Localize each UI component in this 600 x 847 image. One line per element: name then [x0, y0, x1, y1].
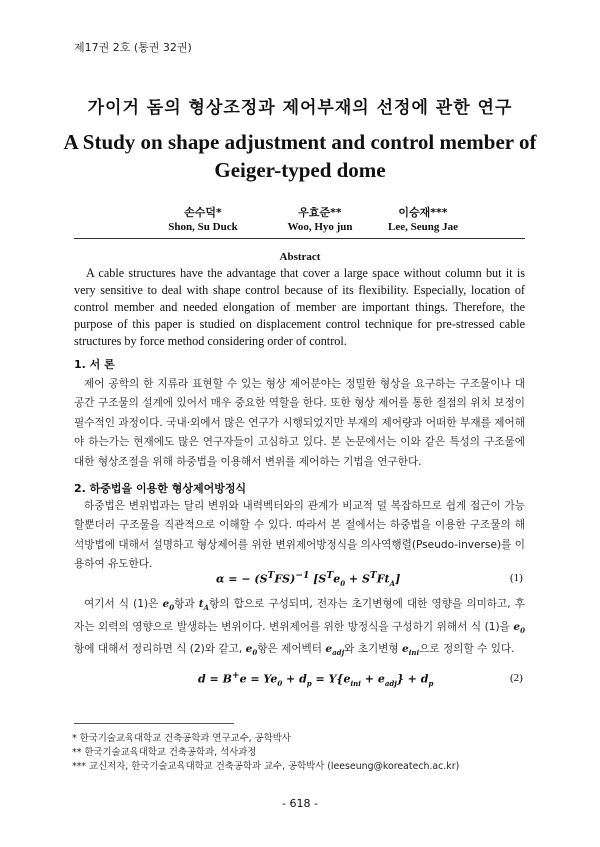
- symbol-e0: $e_0$: [513, 620, 525, 635]
- author-1: [138, 205, 268, 235]
- symbol-e0: $e_0$: [245, 643, 258, 658]
- author-1-korean-name: 손수덕*: [184, 206, 222, 219]
- symbol-eadj: $e_{adj}$: [325, 643, 345, 658]
- equation-2: $d = B^+e = Ye_0 + d_p = Y\{e_{ini} + e_{adj}\} + d_p$: [198, 670, 434, 688]
- english-title-line-1: A Study on shape adjustment and control member of: [63, 130, 537, 154]
- author-3: [358, 205, 488, 235]
- symbol-e0: $e_0$: [162, 598, 175, 613]
- author-3-korean-name: 이승재***: [398, 206, 448, 219]
- english-title: [0, 128, 600, 184]
- equation-2-number: (2): [510, 672, 523, 684]
- journal-volume-header: 제17권 2호 (통권 32권): [74, 41, 192, 54]
- english-title-line-2: Geiger-typed dome: [214, 158, 386, 182]
- text2-part-d: 항에 대해서 정리하면 식 (2)와 같고,: [74, 643, 246, 656]
- text2-part-e: 항은 제어벡터: [257, 643, 326, 656]
- equation-1-number: (1): [510, 572, 523, 584]
- footnote-3: *** 교신저자, 한국기술교육대학교 건축공학과 교수, 공학박사 (leeseung@koreatech.ac.kr): [72, 761, 460, 772]
- equation-1: α = − $(S^TFS)^{-1}$ $[S^Te_0 + S^TFt_A]$: [216, 570, 401, 588]
- footnote-2: ** 한국기술교육대학교 건축공학과, 석사과정: [72, 747, 257, 758]
- footnote-divider: [74, 723, 234, 724]
- author-2-korean-name: 우효준**: [298, 206, 342, 219]
- text2-part-g: 으로 정의할 수 있다.: [419, 643, 515, 656]
- author-3-english-name: Lee, Seung Jae: [388, 221, 458, 233]
- symbol-tA: $t_A$: [198, 598, 210, 613]
- section-2-text-1: 하중법은 변위법과는 달리 변위와 내력벡터와의 관계가 비교적 덜 복잡하므로 쉽게 접근이 가능할뿐더러 구조물을 직관적으로 이해할 수 있다. 따라서 본 절에서는 하중법을 이용한 구조물의 해석방법에 대해서 설명하고 형상제어를 위한 변위제어방정식을 의사역행렬(Pseudo-inverse)를 이용하여 유도한다.: [74, 500, 525, 571]
- section-1-text: 제어 공학의 한 지류라 표현할 수 있는 형상 제어분야는 정밀한 형상을 요구하는 구조물이나 대공간 구조물의 설계에 있어서 매우 중요한 역할을 한다. 또한 형상 제어를 통한 절점의 위치 보정이 필수적인 과정이다. 국내·외에서 많은 연구가 시행되었지만 부재의 제어량과 어떠한 부재를 제어해야 하는가는 현재에도 많은 연구자들이 고심하고 있다. 본 논문에서는 이와 같은 특성의 구조물에 대한 형상조절을 위해 하중법을 이용해서 변위를 제어하는 기법을 연구한다.: [74, 378, 525, 468]
- text2-part-f: 와 초기변형: [344, 643, 403, 656]
- text2-part-a: 여기서 식 (1)은: [84, 598, 163, 610]
- page-number: - 618 -: [282, 797, 318, 810]
- korean-title: 가이거 돔의 형상조정과 제어부재의 선정에 관한 연구: [87, 98, 513, 118]
- header-divider: [74, 238, 525, 239]
- text2-part-b: 항과: [174, 598, 199, 610]
- text2-part-c: 항의 합으로 구성되며, 전자는 초기변형에 대한 영향을 의미하고, 후자는 외력의 영향으로 발생하는 변위이다. 변위제어를 위한 방정식을 구성하기 위해서 식 (1)을: [74, 598, 525, 633]
- author-2-english-name: Woo, Hyo jun: [287, 221, 353, 233]
- section-2-text-2: [74, 595, 525, 663]
- author-1-english-name: Shon, Su Duck: [168, 221, 238, 233]
- section-2-heading: 2. 하중법을 이용한 형상제어방정식: [74, 482, 247, 495]
- abstract-text: A cable structures have the advantage that cover a large space without column but it is very sensitive to deal with shape control because of its flexibility. Especially, location of control member and needed elongation of member are important things. Therefore, the purpose of this paper is studied on displacement control technique for pre-stressed cable structures by force method considering order of control.: [74, 266, 525, 348]
- symbol-eini: $e_{ini}$: [402, 643, 420, 658]
- abstract-heading: Abstract: [279, 251, 321, 263]
- section-1-heading: 1. 서 론: [74, 358, 115, 371]
- footnote-1: * 한국기술교육대학교 건축공학과 연구교수, 공학박사: [72, 733, 291, 744]
